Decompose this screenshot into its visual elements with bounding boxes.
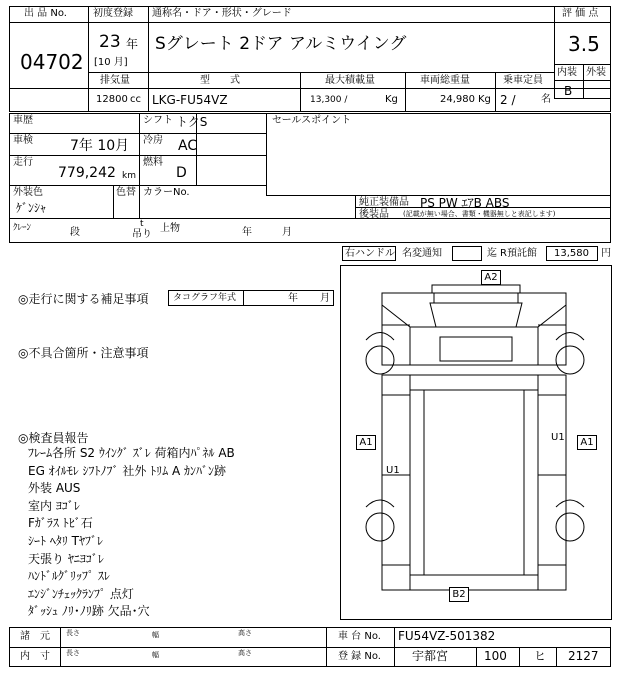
gross-weight-value: 24,980 xyxy=(440,94,475,105)
mark-rear: B2 xyxy=(449,587,469,602)
dims-width-label: 幅 xyxy=(152,631,159,639)
r-deposit-value: 13,580 xyxy=(554,248,589,259)
inspection-label: 車検 xyxy=(13,135,33,146)
inspector-label: ◎検査員報告 xyxy=(18,431,89,445)
crane-year-label: 年 xyxy=(242,227,252,238)
history-label: 車歴 xyxy=(13,115,33,126)
crane-stage-label: 段 xyxy=(70,227,80,238)
wheel-arch-front-left xyxy=(366,333,394,341)
wheel-front-right xyxy=(556,346,584,374)
roof-panel xyxy=(440,337,512,361)
model-label: 型 式 xyxy=(200,75,240,86)
displacement-label: 排気量 xyxy=(100,75,130,86)
aircon-label: 冷房 xyxy=(143,135,163,146)
month-value: [10 月] xyxy=(94,57,128,68)
driving-notes-label: ◎走行に関する補足事項 xyxy=(18,292,149,306)
mileage-value: 779,242 xyxy=(58,165,116,181)
year-value: 23 xyxy=(99,32,121,52)
mark-front: A2 xyxy=(481,270,501,285)
report-line: ﾌﾚｰﾑ各所 S2 ｳｲﾝｸﾞ ｽﾞﾚ 荷箱内ﾊﾟﾈﾙ AB xyxy=(28,446,235,460)
mark-left-u: U1 xyxy=(386,465,400,476)
displacement-unit: cc xyxy=(130,94,141,105)
name-change-label: 名変通知 xyxy=(402,248,442,259)
year-unit: 年 xyxy=(126,37,139,51)
inner-width-label: 幅 xyxy=(152,651,159,659)
tachograph-month-label: 月 xyxy=(320,293,330,304)
crane-t-label: t xyxy=(140,219,144,229)
tachograph-label: タコグラフ年式 xyxy=(173,293,237,303)
exterior-label: 外装 xyxy=(586,67,606,78)
cab-top-panel xyxy=(432,285,520,293)
reg-kana: ヒ xyxy=(534,649,547,663)
color-no-label: カラーNo. xyxy=(143,187,190,198)
aftermarket-label: 後装品 xyxy=(359,209,389,220)
name-change-box xyxy=(452,246,482,261)
reg-label: 登 録 No. xyxy=(338,651,381,662)
mark-right-u: U1 xyxy=(551,432,565,443)
defects-label: ◎不具合箇所・注意事項 xyxy=(18,346,149,360)
r-deposit-label: R預託館 xyxy=(500,248,537,259)
capacity-unit: 名 xyxy=(541,94,551,105)
reg-area: 宇都宮 xyxy=(412,649,449,663)
fuel-value: D xyxy=(176,165,187,181)
lot-label: 出 品 No. xyxy=(24,8,67,19)
max-load-value: 13,300 / xyxy=(310,95,348,105)
gross-weight-label: 車両総重量 xyxy=(420,75,470,86)
wheel-rear-left xyxy=(366,513,394,541)
crane-month-label: 月 xyxy=(282,227,292,238)
chassis-label: 車 台 No. xyxy=(338,631,381,642)
report-line: 室内 ﾖｺﾞﾚ xyxy=(28,498,80,513)
report-line: ｼｰﾄ ﾍﾀﾘ Tﾔﾌﾞﾚ xyxy=(28,534,103,548)
crane-hoist-label: 吊り xyxy=(132,229,152,240)
score-label: 評 価 点 xyxy=(562,8,599,19)
shift-value: トクS xyxy=(176,115,208,129)
inner-length-label: 長さ xyxy=(66,649,80,657)
tachograph-year-label: 年 xyxy=(288,293,298,304)
r-deposit-unit: 円 xyxy=(601,248,611,259)
report-line: ｴﾝｼﾞﾝﾁｪｯｸﾗﾝﾌﾟ 点灯 xyxy=(28,586,134,601)
standard-equipment-value: PS PW ｴｱB ABS xyxy=(420,196,510,210)
max-load-label: 最大積載量 xyxy=(325,75,375,86)
mileage-label: 走行 xyxy=(13,157,33,168)
crane-label: ｸﾚｰﾝ xyxy=(13,223,32,233)
exterior-color-value: ｹﾞﾝｼｬ xyxy=(16,201,47,215)
report-line: 天張り ﾔﾆﾖｺﾞﾚ xyxy=(28,551,104,566)
shift-label: シフト xyxy=(143,115,173,126)
max-load-unit: Kg xyxy=(385,94,398,105)
reg-class: 100 xyxy=(484,649,507,663)
inner-label: 内 寸 xyxy=(20,651,50,662)
model-value: LKG-FU54VZ xyxy=(152,93,228,107)
exterior-color-label: 外装色 xyxy=(13,187,43,198)
capacity-label: 乗車定員 xyxy=(503,75,543,86)
gross-weight-unit: Kg xyxy=(478,94,491,105)
wheel-arch-front-right xyxy=(556,333,584,341)
first-reg-label: 初度登録 xyxy=(93,8,133,19)
grade-value: Sグレート 2ドア アルミウイング xyxy=(155,34,407,54)
mileage-unit: km xyxy=(122,171,136,181)
bumper xyxy=(434,293,518,303)
chassis-value: FU54VZ-501382 xyxy=(398,629,496,643)
displacement-value: 12800 xyxy=(96,94,128,105)
steering-value: 右ハンドル xyxy=(345,248,395,259)
mark-right: A1 xyxy=(577,435,597,450)
inner-height-label: 高さ xyxy=(238,649,252,657)
dims-height-label: 高さ xyxy=(238,629,252,637)
score-value: 3.5 xyxy=(568,32,600,56)
report-line: 外装 AUS xyxy=(28,481,81,496)
cab-left-side xyxy=(382,305,410,365)
report-line: Fｶﾞﾗｽ ﾄﾋﾞ石 xyxy=(28,516,93,531)
interior-grade: B xyxy=(564,84,573,98)
dims-length-label: 長さ xyxy=(66,629,80,637)
wheel-arch-rear-right xyxy=(556,500,584,507)
color-change-label: 色替 xyxy=(116,187,136,198)
dims-label: 諸 元 xyxy=(20,631,50,642)
inspection-value: 7年 10月 xyxy=(70,138,130,154)
sales-point-label: セールスポイント xyxy=(272,115,352,126)
fuel-label: 燃料 xyxy=(143,157,163,168)
windshield xyxy=(430,303,522,327)
capacity-value: 2 / xyxy=(500,93,516,107)
name-label: 通称名・ドア・形状・グレード xyxy=(152,8,292,19)
reg-number: 2127 xyxy=(568,649,599,663)
aftermarket-note: (記載が無い場合、書類・機器無しと表記します) xyxy=(403,210,556,218)
interior-label: 内装 xyxy=(557,67,577,78)
wheel-arch-rear-left xyxy=(366,500,394,507)
wheel-rear-right xyxy=(556,513,584,541)
lot-number: 04702 xyxy=(20,50,84,74)
report-line: EG ｵｲﾙﾓﾚ ｼﾌﾄﾉﾌﾞ 社外 ﾄﾘﾑ A ｶﾝﾊﾞﾝ跡 xyxy=(28,463,226,478)
standard-equipment-label: 純正装備品 xyxy=(359,197,409,208)
aircon-value: AC xyxy=(178,138,198,154)
report-line: ﾀﾞｯｼｭ ﾉﾘ･ﾉﾘ跡 欠品･穴 xyxy=(28,604,150,619)
truck-diagram xyxy=(340,265,612,620)
mark-left: A1 xyxy=(356,435,376,450)
crane-top-label: 上物 xyxy=(160,223,180,234)
r-label: 迄 xyxy=(487,248,497,259)
wheel-front-left xyxy=(366,346,394,374)
report-line: ﾊﾝﾄﾞﾙｸﾞﾘｯﾌﾟ ｽﾚ xyxy=(28,569,110,584)
